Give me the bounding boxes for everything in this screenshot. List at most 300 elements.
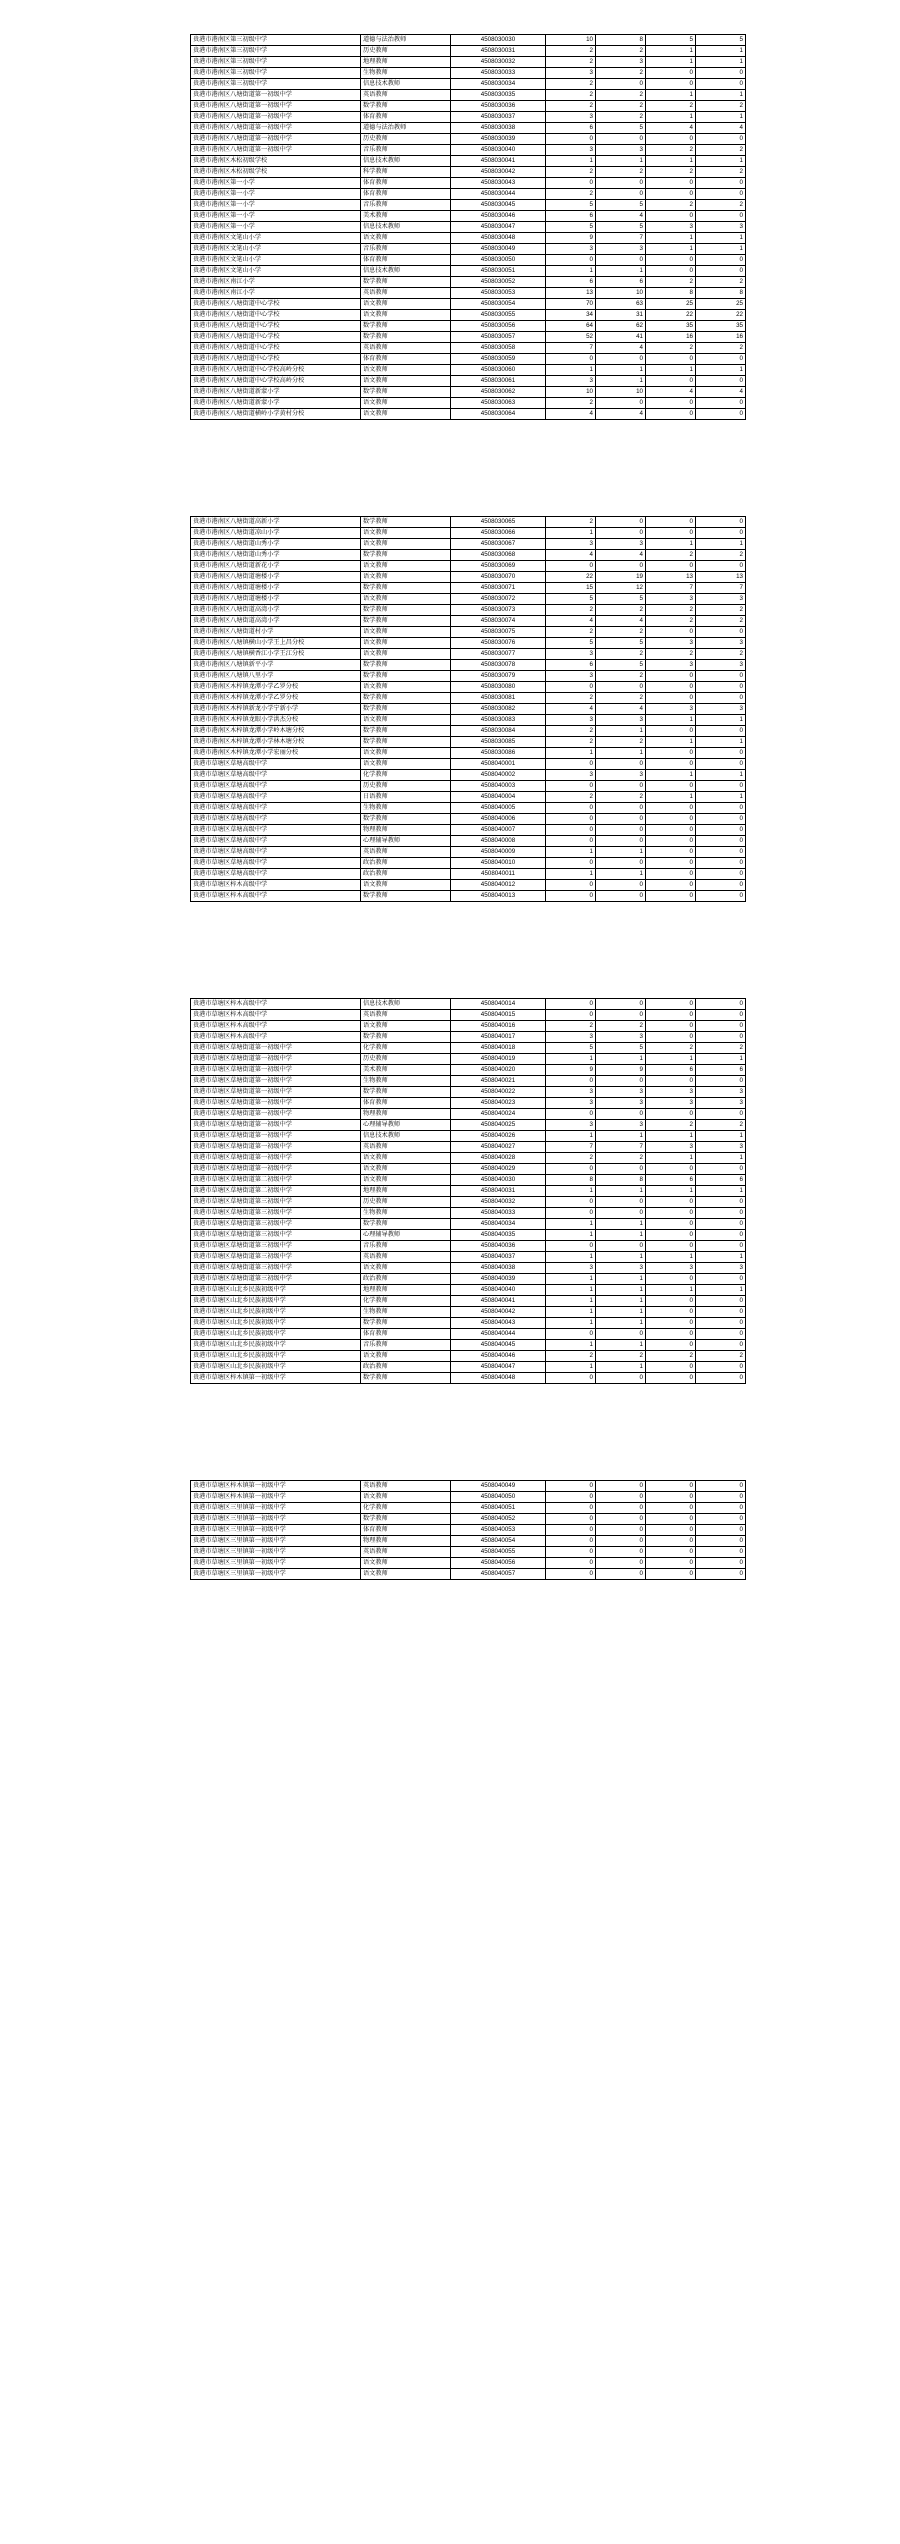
table-row: [191, 1098, 746, 1109]
position-code: 4508030034: [451, 79, 546, 90]
position-code: 4508040031: [451, 1186, 546, 1197]
position-code: 4508040023: [451, 1098, 546, 1109]
school-name: 贵港市草塘区草塘街道第一初级中学: [191, 1153, 361, 1164]
position-code: 4508030081: [451, 693, 546, 704]
applied-count: 0: [596, 1197, 646, 1208]
table-row: [191, 814, 746, 825]
approved-count: 0: [646, 1230, 696, 1241]
table-block-4: [190, 1480, 743, 1580]
subject: 语文教师: [361, 1164, 451, 1175]
position-code: 4508030051: [451, 266, 546, 277]
plan-count: 1: [546, 1340, 596, 1351]
school-name: 贵港市草塘区草塘高级中学: [191, 770, 361, 781]
applied-count: 2: [596, 112, 646, 123]
approved-count: 2: [646, 277, 696, 288]
subject: 音乐教师: [361, 244, 451, 255]
subject: 地理教师: [361, 1285, 451, 1296]
table-row: [191, 46, 746, 57]
paid-count: 0: [696, 748, 746, 759]
approved-count: 0: [646, 693, 696, 704]
applied-count: 3: [596, 1098, 646, 1109]
school-name: 贵港市草塘区山北乡民族初级中学: [191, 1362, 361, 1373]
table-row: [191, 999, 746, 1010]
school-name: 贵港市港南区木梓镇龙潭小学乙罗分校: [191, 682, 361, 693]
school-name: 贵港市港南区八塘街道山秀小学: [191, 550, 361, 561]
applied-count: 3: [596, 57, 646, 68]
subject: 生物教师: [361, 68, 451, 79]
applied-count: 1: [596, 266, 646, 277]
position-code: 4508040046: [451, 1351, 546, 1362]
position-code: 4508030061: [451, 376, 546, 387]
subject: 音乐教师: [361, 1241, 451, 1252]
plan-count: 0: [546, 781, 596, 792]
plan-count: 3: [546, 1263, 596, 1274]
table-block-1: [190, 34, 743, 420]
paid-count: 0: [696, 1296, 746, 1307]
plan-count: 70: [546, 299, 596, 310]
table-row: [191, 1043, 746, 1054]
school-name: 贵港市港南区第一小学: [191, 200, 361, 211]
position-code: 4508040043: [451, 1318, 546, 1329]
table-row: [191, 583, 746, 594]
subject: 语文教师: [361, 1351, 451, 1362]
applied-count: 1: [596, 1230, 646, 1241]
position-code: 4508030037: [451, 112, 546, 123]
applied-count: 2: [596, 1153, 646, 1164]
table-row: [191, 409, 746, 420]
table-row: [191, 649, 746, 660]
table-row: [191, 1032, 746, 1043]
plan-count: 0: [546, 759, 596, 770]
subject: 地理教师: [361, 1186, 451, 1197]
paid-count: 0: [696, 891, 746, 902]
applied-count: 0: [596, 398, 646, 409]
approved-count: 0: [646, 1241, 696, 1252]
paid-count: 0: [696, 266, 746, 277]
table-row: [191, 1065, 746, 1076]
paid-count: 0: [696, 1076, 746, 1087]
applied-count: 1: [596, 748, 646, 759]
plan-count: 0: [546, 1569, 596, 1580]
applied-count: 0: [596, 825, 646, 836]
table-row: [191, 288, 746, 299]
school-name: 贵港市草塘区梓木高级中学: [191, 1021, 361, 1032]
plan-count: 2: [546, 693, 596, 704]
paid-count: 3: [696, 1142, 746, 1153]
plan-count: 0: [546, 1547, 596, 1558]
paid-count: 0: [696, 561, 746, 572]
paid-count: 0: [696, 1362, 746, 1373]
position-code: 4508040025: [451, 1120, 546, 1131]
applied-count: 9: [596, 1065, 646, 1076]
position-code: 4508030077: [451, 649, 546, 660]
position-code: 4508040056: [451, 1558, 546, 1569]
approved-count: 4: [646, 123, 696, 134]
approved-count: 0: [646, 409, 696, 420]
plan-count: 0: [546, 134, 596, 145]
subject: 语文教师: [361, 1021, 451, 1032]
school-name: 贵港市草塘区草塘街道第一初级中学: [191, 1087, 361, 1098]
approved-count: 0: [646, 1329, 696, 1340]
applied-count: 2: [596, 101, 646, 112]
position-code: 4508040040: [451, 1285, 546, 1296]
table-row: [191, 1373, 746, 1384]
approved-count: 0: [646, 1208, 696, 1219]
applied-count: 3: [596, 539, 646, 550]
applied-count: 5: [596, 594, 646, 605]
paid-count: 1: [696, 57, 746, 68]
paid-count: 1: [696, 539, 746, 550]
applied-count: 0: [596, 517, 646, 528]
table-row: [191, 244, 746, 255]
paid-count: 1: [696, 770, 746, 781]
table-row: [191, 167, 746, 178]
applied-count: 0: [596, 814, 646, 825]
plan-count: 6: [546, 211, 596, 222]
school-name: 贵港市草塘区草塘高级中学: [191, 847, 361, 858]
applied-count: 0: [596, 79, 646, 90]
position-code: 4508030079: [451, 671, 546, 682]
position-code: 4508030042: [451, 167, 546, 178]
applied-count: 41: [596, 332, 646, 343]
school-name: 贵港市港南区八塘街道塘楼小学: [191, 572, 361, 583]
table-row: [191, 266, 746, 277]
school-name: 贵港市草塘区草塘高级中学: [191, 759, 361, 770]
approved-count: 0: [646, 759, 696, 770]
position-code: 4508030084: [451, 726, 546, 737]
subject: 化学教师: [361, 770, 451, 781]
approved-count: 0: [646, 1296, 696, 1307]
approved-count: 0: [646, 1481, 696, 1492]
paid-count: 1: [696, 715, 746, 726]
paid-count: 0: [696, 836, 746, 847]
paid-count: 0: [696, 1525, 746, 1536]
plan-count: 0: [546, 999, 596, 1010]
school-name: 贵港市港南区第一小学: [191, 222, 361, 233]
table-row: [191, 1536, 746, 1547]
paid-count: 0: [696, 671, 746, 682]
plan-count: 1: [546, 1054, 596, 1065]
approved-count: 13: [646, 572, 696, 583]
paid-count: 0: [696, 726, 746, 737]
position-code: 4508030039: [451, 134, 546, 145]
table-row: [191, 616, 746, 627]
table-row: [191, 123, 746, 134]
table-row: [191, 671, 746, 682]
plan-count: 2: [546, 189, 596, 200]
approved-count: 0: [646, 1373, 696, 1384]
plan-count: 2: [546, 1021, 596, 1032]
position-code: 4508040045: [451, 1340, 546, 1351]
school-name: 贵港市港南区八塘街道塘楼小学: [191, 594, 361, 605]
plan-count: 2: [546, 398, 596, 409]
subject: 语文教师: [361, 1558, 451, 1569]
applied-count: 1: [596, 847, 646, 858]
approved-count: 0: [646, 266, 696, 277]
applied-count: 0: [596, 1569, 646, 1580]
plan-count: 15: [546, 583, 596, 594]
position-code: 4508040008: [451, 836, 546, 847]
approved-count: 1: [646, 1186, 696, 1197]
school-name: 贵港市草塘区草塘街道第一初级中学: [191, 1065, 361, 1076]
applied-count: 3: [596, 1032, 646, 1043]
paid-count: 1: [696, 1186, 746, 1197]
subject: 道德与法治教师: [361, 123, 451, 134]
school-name: 贵港市草塘区草塘高级中学: [191, 803, 361, 814]
position-code: 4508030071: [451, 583, 546, 594]
approved-count: 0: [646, 1514, 696, 1525]
position-code: 4508030044: [451, 189, 546, 200]
applied-count: 2: [596, 693, 646, 704]
position-code: 4508030080: [451, 682, 546, 693]
position-code: 4508040054: [451, 1536, 546, 1547]
approved-count: 1: [646, 737, 696, 748]
applied-count: 1: [596, 1340, 646, 1351]
subject: 语文教师: [361, 880, 451, 891]
position-code: 4508030045: [451, 200, 546, 211]
subject: 数学教师: [361, 550, 451, 561]
table-row: [191, 803, 746, 814]
paid-count: 0: [696, 1274, 746, 1285]
plan-count: 3: [546, 770, 596, 781]
approved-count: 1: [646, 715, 696, 726]
applied-count: 2: [596, 46, 646, 57]
subject: 音乐教师: [361, 200, 451, 211]
plan-count: 5: [546, 200, 596, 211]
table-row: [191, 1208, 746, 1219]
approved-count: 0: [646, 1021, 696, 1032]
applied-count: 5: [596, 222, 646, 233]
position-code: 4508030073: [451, 605, 546, 616]
plan-count: 34: [546, 310, 596, 321]
position-code: 4508030047: [451, 222, 546, 233]
approved-count: 0: [646, 528, 696, 539]
approved-count: 1: [646, 112, 696, 123]
applied-count: 2: [596, 90, 646, 101]
applied-count: 0: [596, 134, 646, 145]
plan-count: 0: [546, 1373, 596, 1384]
school-name: 贵港市草塘区草塘街道第一初级中学: [191, 1164, 361, 1175]
plan-count: 4: [546, 616, 596, 627]
plan-count: 1: [546, 266, 596, 277]
school-name: 贵港市草塘区草塘高级中学: [191, 836, 361, 847]
position-code: 4508030074: [451, 616, 546, 627]
position-code: 4508030048: [451, 233, 546, 244]
plan-count: 4: [546, 704, 596, 715]
subject: 语文教师: [361, 627, 451, 638]
plan-count: 1: [546, 1230, 596, 1241]
subject: 历史教师: [361, 781, 451, 792]
approved-count: 16: [646, 332, 696, 343]
position-code: 4508040026: [451, 1131, 546, 1142]
school-name: 贵港市港南区八塘街道第一初级中学: [191, 123, 361, 134]
plan-count: 5: [546, 594, 596, 605]
approved-count: 1: [646, 1285, 696, 1296]
applied-count: 1: [596, 1362, 646, 1373]
applied-count: 5: [596, 200, 646, 211]
plan-count: 3: [546, 68, 596, 79]
school-name: 贵港市港南区八塘街道村小学: [191, 627, 361, 638]
paid-count: 0: [696, 682, 746, 693]
approved-count: 1: [646, 1131, 696, 1142]
position-code: 4508040034: [451, 1219, 546, 1230]
position-code: 4508040004: [451, 792, 546, 803]
paid-count: 3: [696, 222, 746, 233]
table-body-2: [191, 517, 746, 902]
school-name: 贵港市草塘区山北乡民族初级中学: [191, 1351, 361, 1362]
approved-count: 0: [646, 189, 696, 200]
table-row: [191, 1241, 746, 1252]
subject: 语文教师: [361, 365, 451, 376]
paid-count: 0: [696, 178, 746, 189]
table-row: [191, 682, 746, 693]
table-row: [191, 156, 746, 167]
table-row: [191, 1186, 746, 1197]
school-name: 贵港市草塘区梓木高级中学: [191, 1010, 361, 1021]
applied-count: 2: [596, 167, 646, 178]
position-code: 4508040057: [451, 1569, 546, 1580]
subject: 数学教师: [361, 277, 451, 288]
applied-count: 4: [596, 343, 646, 354]
paid-count: 4: [696, 387, 746, 398]
paid-count: 1: [696, 1285, 746, 1296]
paid-count: 2: [696, 649, 746, 660]
position-code: 4508030063: [451, 398, 546, 409]
paid-count: 0: [696, 803, 746, 814]
paid-count: 2: [696, 167, 746, 178]
page-break-spacer-2: [0, 902, 900, 998]
paid-count: 0: [696, 68, 746, 79]
applied-count: 1: [596, 365, 646, 376]
approved-count: 0: [646, 1547, 696, 1558]
school-name: 贵港市港南区八塘镇八里小学: [191, 671, 361, 682]
school-name: 贵港市草塘区山北乡民族初级中学: [191, 1318, 361, 1329]
school-name: 贵港市草塘区三里镇第一初级中学: [191, 1558, 361, 1569]
applied-count: 0: [596, 1547, 646, 1558]
position-code: 4508030035: [451, 90, 546, 101]
approved-count: 0: [646, 671, 696, 682]
position-code: 4508030066: [451, 528, 546, 539]
approved-count: 0: [646, 68, 696, 79]
paid-count: 0: [696, 1021, 746, 1032]
school-name: 贵港市草塘区草塘高级中学: [191, 858, 361, 869]
table-row: [191, 1010, 746, 1021]
school-name: 贵港市草塘区草塘街道第三初级中学: [191, 1263, 361, 1274]
table-row: [191, 101, 746, 112]
approved-count: 3: [646, 222, 696, 233]
subject: 体育教师: [361, 1329, 451, 1340]
subject: 心理辅导教师: [361, 1230, 451, 1241]
table-row: [191, 134, 746, 145]
plan-count: 0: [546, 825, 596, 836]
table-row: [191, 726, 746, 737]
school-name: 贵港市草塘区草塘街道第一初级中学: [191, 1054, 361, 1065]
school-name: 贵港市草塘区三里镇第一初级中学: [191, 1536, 361, 1547]
paid-count: 3: [696, 1087, 746, 1098]
table-row: [191, 1109, 746, 1120]
subject: 心理辅导教师: [361, 1120, 451, 1131]
paid-count: 3: [696, 1098, 746, 1109]
subject: 体育教师: [361, 189, 451, 200]
plan-count: 3: [546, 715, 596, 726]
approved-count: 0: [646, 1492, 696, 1503]
table-row: [191, 398, 746, 409]
plan-count: 3: [546, 145, 596, 156]
table-row: [191, 1569, 746, 1580]
paid-count: 0: [696, 759, 746, 770]
position-code: 4508040048: [451, 1373, 546, 1384]
applied-count: 0: [596, 1503, 646, 1514]
plan-count: 3: [546, 1098, 596, 1109]
approved-count: 1: [646, 156, 696, 167]
approved-count: 1: [646, 539, 696, 550]
paid-count: 3: [696, 638, 746, 649]
paid-count: 2: [696, 277, 746, 288]
paid-count: 13: [696, 572, 746, 583]
table-row: [191, 1558, 746, 1569]
approved-count: 2: [646, 200, 696, 211]
subject: 信息技术教师: [361, 156, 451, 167]
plan-count: 2: [546, 90, 596, 101]
table-body-4: [191, 1481, 746, 1580]
applied-count: 5: [596, 638, 646, 649]
applied-count: 2: [596, 1351, 646, 1362]
applied-count: 1: [596, 1054, 646, 1065]
subject: 数学教师: [361, 1219, 451, 1230]
subject: 英语教师: [361, 1547, 451, 1558]
plan-count: 3: [546, 244, 596, 255]
paid-count: 0: [696, 528, 746, 539]
approved-count: 0: [646, 814, 696, 825]
plan-count: 0: [546, 1536, 596, 1547]
plan-count: 0: [546, 1514, 596, 1525]
school-name: 贵港市港南区第三初级中学: [191, 35, 361, 46]
table-row: [191, 1481, 746, 1492]
table-row: [191, 1164, 746, 1175]
top-padding: [0, 0, 900, 34]
applied-count: 0: [596, 682, 646, 693]
school-name: 贵港市港南区木梓镇龙潭小学岭木塘分校: [191, 726, 361, 737]
applied-count: 3: [596, 770, 646, 781]
position-code: 4508030033: [451, 68, 546, 79]
school-name: 贵港市港南区木松初级学校: [191, 167, 361, 178]
subject: 生物教师: [361, 1307, 451, 1318]
paid-count: 2: [696, 616, 746, 627]
school-name: 贵港市草塘区三里镇第一初级中学: [191, 1503, 361, 1514]
school-name: 贵港市港南区八塘街道第一初级中学: [191, 101, 361, 112]
school-name: 贵港市草塘区草塘街道第一初级中学: [191, 1131, 361, 1142]
subject: 物理教师: [361, 825, 451, 836]
paid-count: 0: [696, 1514, 746, 1525]
table-row: [191, 1021, 746, 1032]
subject: 政治教师: [361, 1274, 451, 1285]
school-name: 贵港市港南区八塘街道新花小学: [191, 561, 361, 572]
school-name: 贵港市草塘区草塘街道第二初级中学: [191, 1186, 361, 1197]
subject: 信息技术教师: [361, 222, 451, 233]
subject: 信息技术教师: [361, 999, 451, 1010]
school-name: 贵港市港南区南江小学: [191, 288, 361, 299]
approved-count: 0: [646, 891, 696, 902]
subject: 数学教师: [361, 693, 451, 704]
school-name: 贵港市草塘区草塘街道第三初级中学: [191, 1241, 361, 1252]
approved-count: 0: [646, 1569, 696, 1580]
paid-count: 0: [696, 825, 746, 836]
approved-count: 2: [646, 616, 696, 627]
subject: 语文教师: [361, 638, 451, 649]
school-name: 贵港市草塘区梓木高级中学: [191, 1032, 361, 1043]
position-code: 4508040009: [451, 847, 546, 858]
subject: 语文教师: [361, 715, 451, 726]
